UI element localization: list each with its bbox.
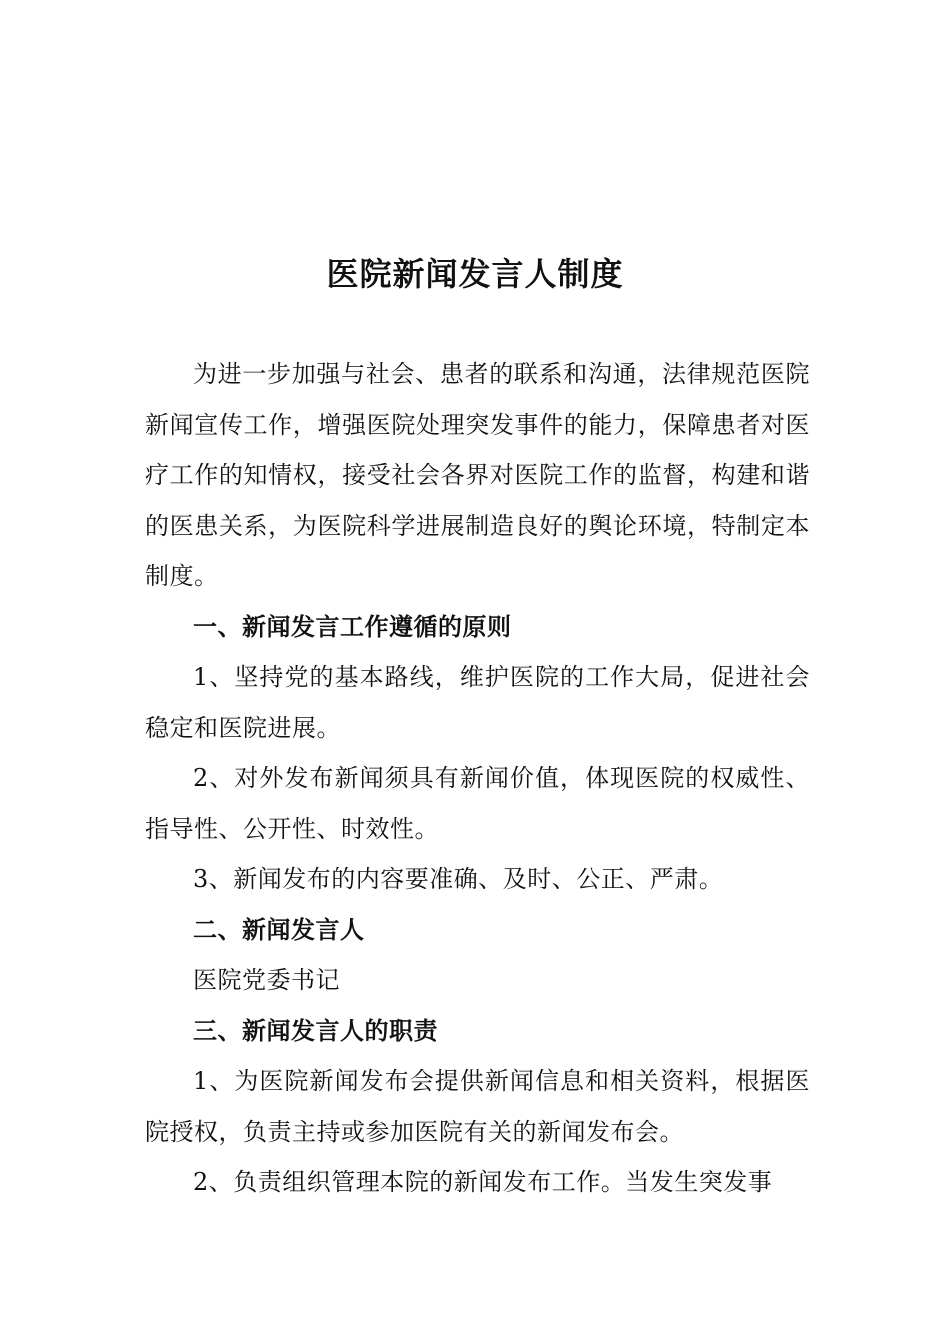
- section-heading-principles: 一、新闻发言工作遵循的原则: [193, 611, 512, 641]
- spokesperson-role: 医院党委书记: [193, 966, 340, 994]
- document-title: 医院新闻发言人制度: [326, 255, 624, 293]
- duty-item-2: 2、负责组织管理本院的新闻发布工作。当发生突发事: [193, 1168, 773, 1196]
- section-heading-spokesperson: 二、新闻发言人: [193, 914, 365, 944]
- intro-paragraph: 为进一步加强与社会、患者的联系和沟通，法律规范医院新闻宣传工作，增强医院处理突发事件的能力，保障患者对医疗工作的知情权，接受社会各界对医院工作的监督，构建和谐的医患关系，为医院科学进展制造良好的舆论环境，特制定本制度。: [145, 360, 810, 590]
- principle-item-3: 3、新闻发布的内容要准确、及时、公正、严肃。: [193, 865, 724, 893]
- document-body: [145, 349, 810, 1208]
- principle-item-1: 1、坚持党的基本路线，维护医院的工作大局，促进社会稳定和医院进展。: [145, 663, 810, 742]
- principle-item-2: 2、对外发布新闻须具有新闻价值，体现医院的权威性、指导性、公开性、时效性。: [145, 764, 810, 843]
- duty-item-1: 1、为医院新闻发布会提供新闻信息和相关资料，根据医院授权，负责主持或参加医院有关的新闻发布会。: [145, 1067, 810, 1146]
- section-heading-duties: 三、新闻发言人的职责: [193, 1015, 438, 1045]
